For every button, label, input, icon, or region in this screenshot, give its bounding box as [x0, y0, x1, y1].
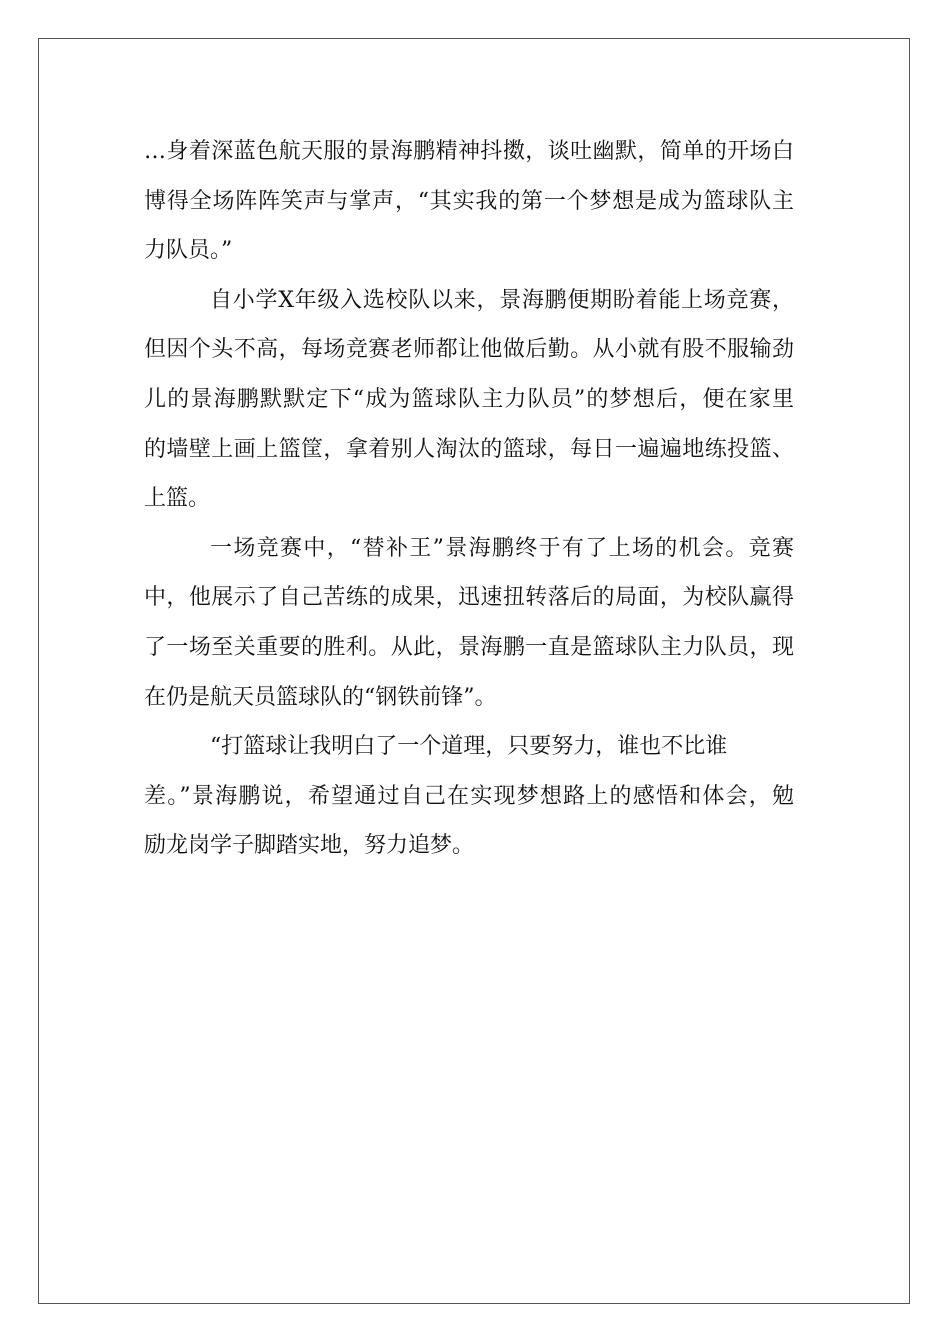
text-line: “打篮球让我明白了一个道理，只要努力，谁也不比谁 — [210, 734, 728, 760]
text-line: …身着深蓝色航天服的景海鹏精神抖擞，谈吐幽默，简单的开场白 — [144, 139, 794, 164]
text-line: 中，他展示了自己苦练的成果，迅速扭转落后的局面，为校队赢得 — [144, 585, 794, 611]
text-line: 上篮。 — [144, 486, 211, 512]
text-line: 但因个头不高，每场竞赛老师都让他做后勤。从小就有股不服输劲 — [144, 337, 794, 363]
text-line: 在仍是航天员篮球队的“钢铁前锋”。 — [144, 684, 497, 710]
text-line: 一场竞赛中，“替补王”景海鹏终于有了上场的机会。竞赛 — [210, 535, 794, 561]
text-line: 力队员。” — [144, 238, 233, 264]
document-body — [144, 127, 794, 871]
text-line: 了一场至关重要的胜利。从此，景海鹏一直是篮球队主力队员，现 — [144, 634, 794, 660]
text-line: 儿的景海鹏默默定下“成为篮球队主力队员”的梦想后，便在家里 — [144, 386, 794, 412]
text-line: 自小学X年级入选校队以来，景海鹏便期盼着能上场竞赛， — [210, 287, 794, 313]
text-line: 的墙壁上画上篮筐，拿着别人淘汰的篮球，每日一遍遍地练投篮、 — [144, 436, 794, 462]
text-line: 励龙岗学子脚踏实地，努力追梦。 — [144, 833, 475, 859]
text-line: 差。”景海鹏说，希望通过自己在实现梦想路上的感悟和体会，勉 — [144, 783, 794, 809]
text-line: 博得全场阵阵笑声与掌声，“其实我的第一个梦想是成为篮球队主 — [144, 188, 794, 214]
